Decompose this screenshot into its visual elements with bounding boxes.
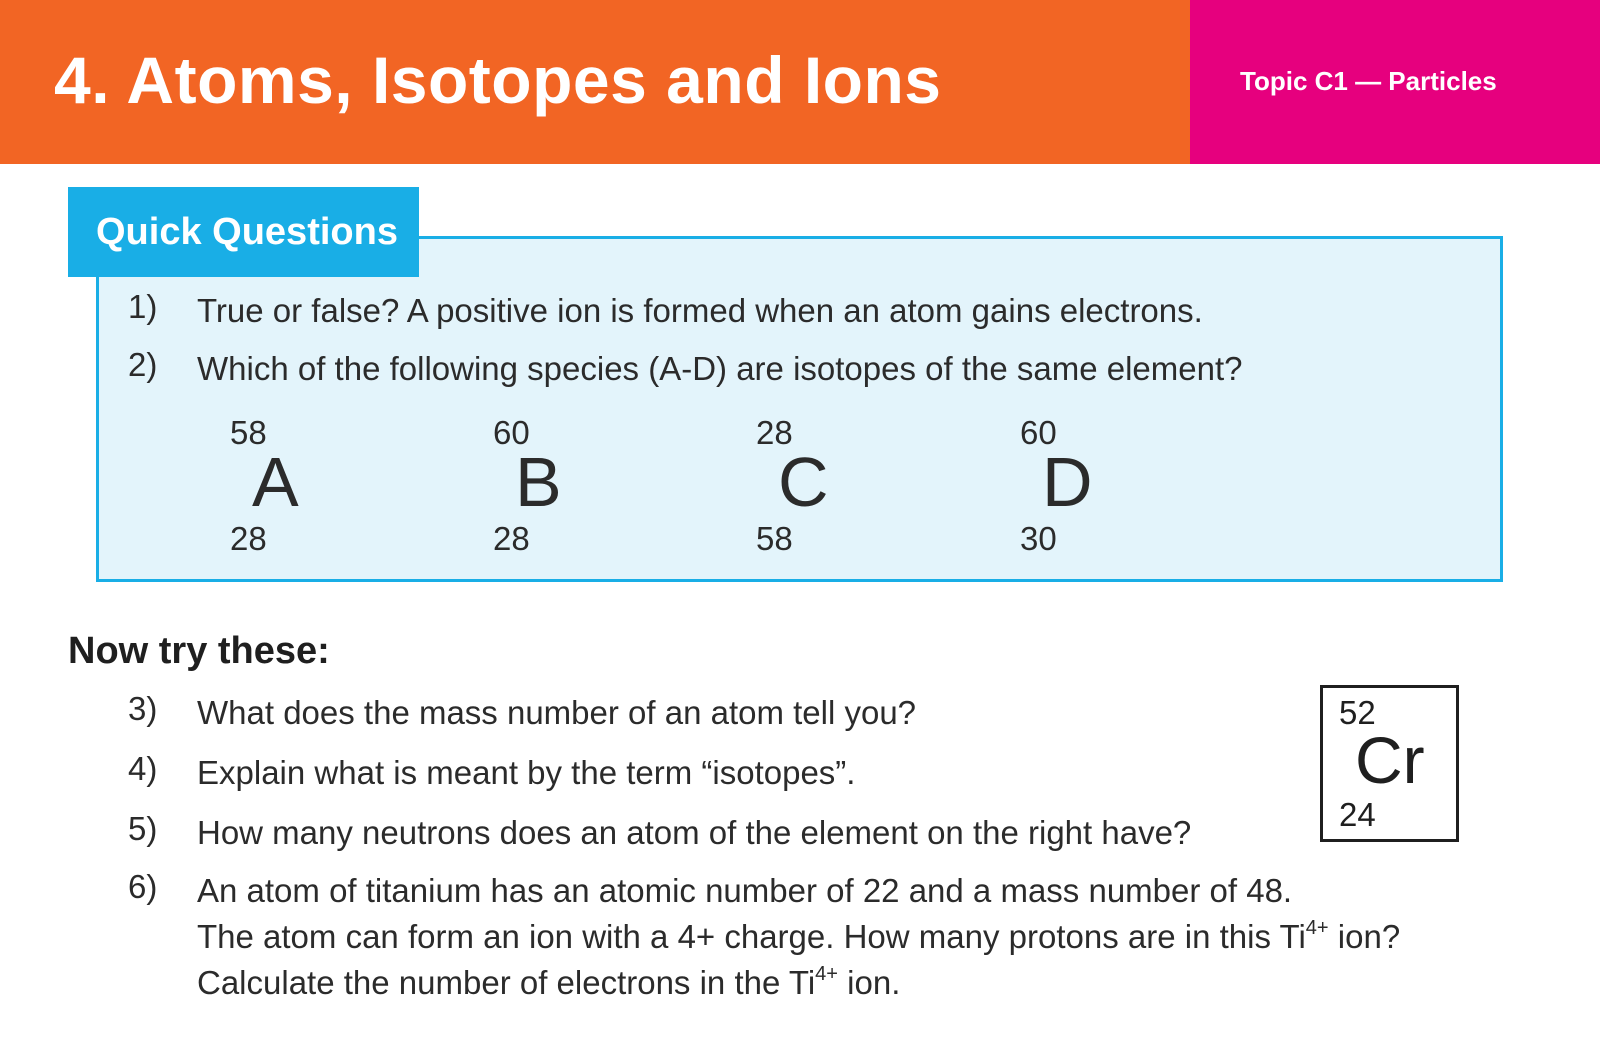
question-6-line-2-end: ion? — [1328, 918, 1401, 955]
now-try-heading: Now try these: — [68, 630, 330, 672]
question-5-number: 5) — [128, 810, 158, 847]
species-d-atomic: 30 — [1020, 520, 1057, 557]
question-6-line-3-text: Calculate the number of electrons in the Ti — [197, 964, 816, 1001]
question-6-line-1: An atom of titanium has an atomic number of 22 and a mass number of 48. — [197, 872, 1293, 909]
question-6-line-3 — [197, 960, 900, 1006]
question-5-text: How many neutrons does an atom of the element on the right have? — [197, 814, 1192, 851]
question-1-text: True or false? A positive ion is formed when an atom gains electrons. — [197, 292, 1203, 329]
element-mass-number: 52 — [1339, 694, 1376, 731]
species-c-mass: 28 — [756, 414, 793, 451]
ion-charge-superscript: 4+ — [815, 963, 838, 985]
question-6-line-3-end: ion. — [837, 964, 901, 1001]
page-title: 4. Atoms, Isotopes and Ions — [54, 43, 942, 117]
question-4-number: 4) — [128, 750, 158, 787]
species-b-symbol: B — [515, 443, 562, 521]
element-symbol: Cr — [1355, 723, 1425, 797]
species-b — [493, 408, 623, 568]
question-1-number: 1) — [128, 288, 158, 325]
species-a-atomic: 28 — [230, 520, 267, 557]
topic-label: Topic C1 — Particles — [1240, 66, 1497, 96]
species-c — [756, 408, 886, 568]
question-6-number: 6) — [128, 868, 158, 905]
question-6-line-2-text: The atom can form an ion with a 4+ charge. How many protons are in this Ti — [197, 918, 1306, 955]
question-6-line-2 — [197, 914, 1400, 960]
question-4-text: Explain what is meant by the term “isotopes”. — [197, 754, 856, 791]
question-2-text: Which of the following species (A-D) are isotopes of the same element? — [197, 350, 1243, 387]
species-c-atomic: 58 — [756, 520, 793, 557]
species-b-mass: 60 — [493, 414, 530, 451]
species-d-symbol: D — [1042, 443, 1093, 521]
species-a-mass: 58 — [230, 414, 267, 451]
question-2-number: 2) — [128, 346, 158, 383]
ion-charge-superscript: 4+ — [1305, 917, 1329, 939]
quick-questions-heading: Quick Questions — [68, 187, 419, 277]
element-atomic-number: 24 — [1339, 796, 1376, 833]
question-3-number: 3) — [128, 690, 158, 727]
species-a-symbol: A — [252, 443, 299, 521]
species-c-symbol: C — [778, 443, 829, 521]
species-d-mass: 60 — [1020, 414, 1057, 451]
species-a — [230, 408, 360, 568]
species-d — [1020, 408, 1150, 568]
element-symbol-box — [1320, 685, 1459, 842]
question-3-text: What does the mass number of an atom tell you? — [197, 694, 917, 731]
species-b-atomic: 28 — [493, 520, 530, 557]
